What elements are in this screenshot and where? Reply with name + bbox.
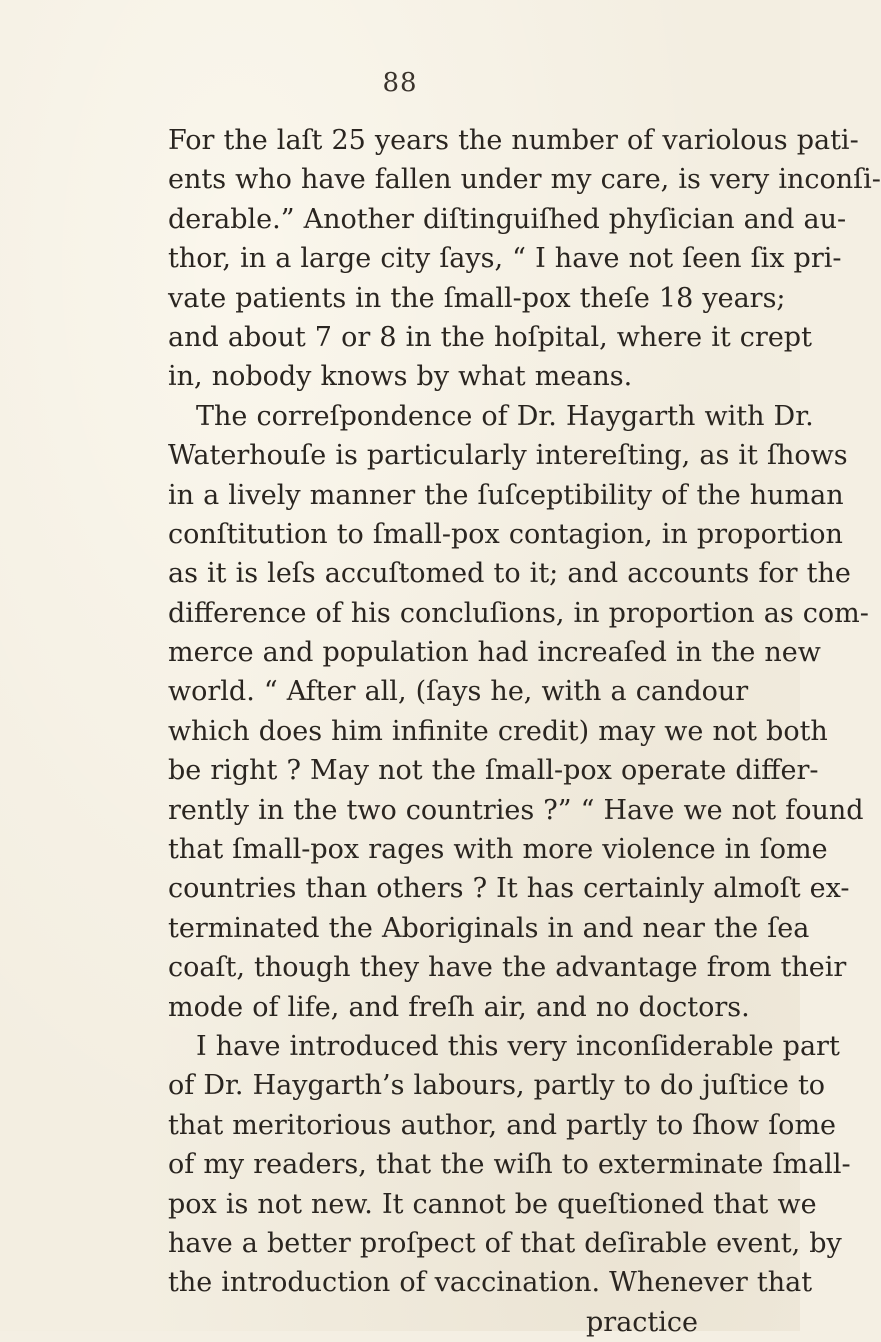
text-line: The correſpondence of Dr. Haygarth with Dr.: [196, 400, 814, 432]
text-line: coaſt, though they have the advantage from their: [168, 952, 847, 984]
text-line: world. “ After all, (ſays he, with a candour: [168, 676, 749, 708]
text-line: difference of his concluſions, in proportion as com-: [168, 597, 869, 629]
text-line: ents who have fallen under my care, is very inconſi-: [168, 164, 881, 196]
text-line: vate patients in the ſmall-pox theſe 18 years;: [168, 282, 786, 314]
text-line: which does him infinite credit) may we not both: [168, 715, 828, 747]
text-line: have a better proſpect of that deſirable event, by: [168, 1227, 842, 1259]
text-line: derable.” Another diſtinguiſhed phyſician and au-: [168, 203, 847, 235]
text-line: in a lively manner the ſuſceptibility of the human: [168, 479, 844, 511]
text-line: that meritorious author, and partly to ſhow ſome: [168, 1109, 837, 1141]
text-line: merce and population had increaſed in the new: [168, 637, 821, 669]
text-line: that ſmall-pox rages with more violence in ſome: [168, 834, 828, 866]
text-line: conſtitution to ſmall-pox contagion, in proportion: [168, 518, 843, 550]
text-line: I have introduced this very inconſiderable part: [196, 1030, 840, 1062]
text-line: rently in the two countries ?” “ Have we not found: [168, 794, 864, 826]
text-line: Waterhouſe is particularly intereſting, as it ſhows: [168, 440, 848, 472]
text-line: mode of life, and freſh air, and no doctors.: [168, 991, 750, 1023]
text-line: terminated the Aboriginals in and near the ſea: [168, 912, 810, 944]
text-line: of my readers, that the wiſh to exterminate ſmall-: [168, 1149, 851, 1181]
text-line: as it is leſs accuſtomed to it; and accounts for the: [168, 558, 851, 590]
text-line: the introduction of vaccination. Whenever that: [168, 1267, 813, 1299]
text-line: countries than others ? It has certainly almoſt ex-: [168, 873, 850, 905]
page-number: 88: [382, 68, 418, 98]
text-line: of Dr. Haygarth’s labours, partly to do juſtice to: [168, 1070, 826, 1102]
text-line: For the laſt 25 years the number of variolous pati-: [168, 125, 859, 156]
text-line: and about 7 or 8 in the hoſpital, where it crept: [168, 321, 812, 353]
body-text: [168, 121, 881, 1342]
text-line: thor, in a large city ſays, “ I have not ſeen ſix pri-: [168, 243, 842, 275]
text-line: pox is not new. It cannot be queſtioned that we: [168, 1188, 817, 1220]
catchword: practice: [586, 1306, 698, 1338]
text-line: be right ? May not the ſmall-pox operate differ-: [168, 755, 819, 787]
text-line: in, nobody knows by what means.: [168, 361, 633, 393]
